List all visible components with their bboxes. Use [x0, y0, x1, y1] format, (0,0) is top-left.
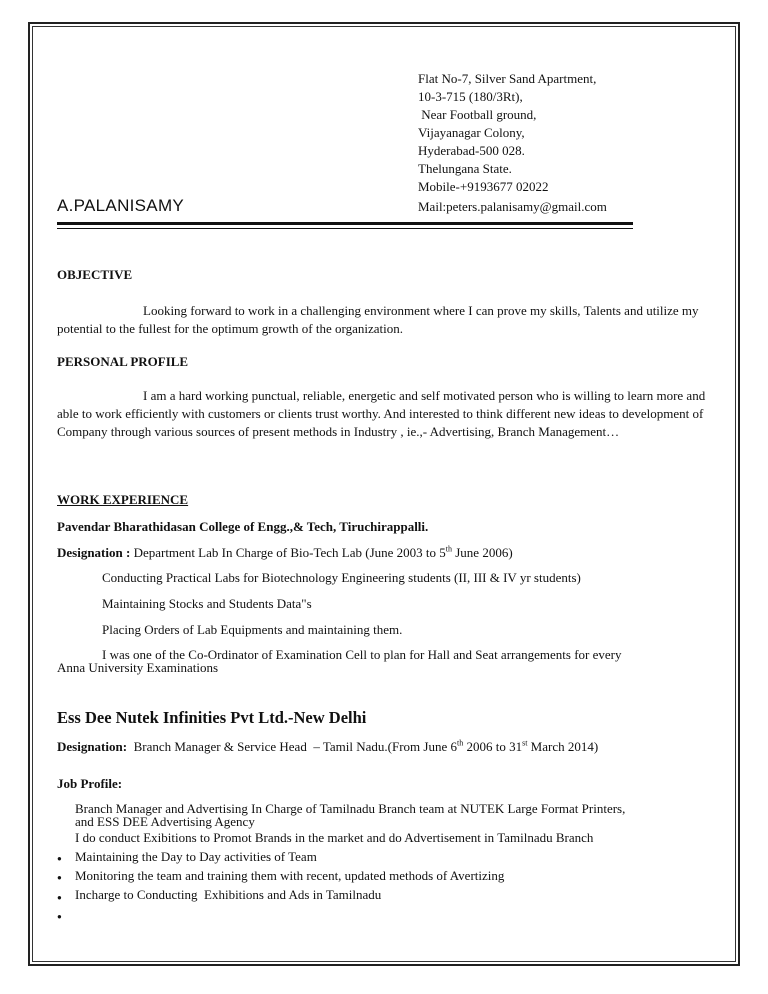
profile-paragraph: I am a hard working punctual, reliable, energetic and self motivated person who is willing to learn more and able to work efficiently with customers or clients trust worthy. And interested to think different new ideas to development of Company through various sources of present methods in Industry , ie.,- Advertising, Branch Management…: [57, 388, 706, 439]
profile-heading: PERSONAL PROFILE: [57, 354, 189, 369]
designation-1-text: Department Lab In Charge of Bio-Tech Lab (June 2003 to 5: [130, 545, 446, 560]
address-line: Near Football ground,: [418, 107, 537, 122]
email-line: Mail:peters.palanisamy@gmail.com: [418, 199, 607, 214]
bullet-dot: ●: [57, 893, 62, 902]
duty-item: I was one of the Co-Ordinator of Examination Cell to plan for Hall and Seat arrangements for every: [102, 647, 622, 662]
candidate-name: A.PALANISAMY: [57, 196, 185, 215]
designation-2-sup-1: th: [456, 738, 464, 748]
address-line: Mobile-+9193677 02022: [418, 179, 549, 194]
header-divider-thin: [57, 228, 633, 229]
address-line: Hyderabad-500 028.: [418, 143, 525, 158]
designation-2-sup-2: st: [522, 738, 528, 748]
designation-2-mid: 2006 to 31: [463, 739, 523, 754]
duty-item: Maintaining Stocks and Students Data"s: [102, 596, 312, 611]
bullet-dot: ●: [57, 873, 62, 882]
designation-2-label: Designation:: [57, 739, 128, 754]
duty-item: Conducting Practical Labs for Biotechnology Engineering students (II, III & IV yr students): [102, 570, 581, 585]
header-divider-thick: [57, 222, 633, 225]
bullet-item: Maintaining the Day to Day activities of Team: [75, 849, 317, 864]
bullet-item: Monitoring the team and training them with recent, updated methods of Avertizing: [75, 868, 505, 883]
job-line: I do conduct Exibitions to Promot Brands in the market and do Advertisement in Tamilnadu Branch: [75, 830, 594, 845]
designation-1-sup: th: [445, 544, 452, 554]
company-2-name: Ess Dee Nutek Infinities Pvt Ltd.-New Delhi: [57, 708, 367, 727]
designation-1-label: Designation :: [57, 545, 131, 560]
address-line: 10-3-715 (180/3Rt),: [418, 89, 523, 104]
profile-text: [57, 387, 717, 441]
duty-item: Placing Orders of Lab Equipments and maintaining them.: [102, 622, 403, 637]
company-1-name: Pavendar Bharathidasan College of Engg.,& Tech, Tiruchirappalli.: [57, 519, 429, 534]
duty-item-continued: Anna University Examinations: [57, 660, 219, 675]
job-profile-heading: Job Profile:: [57, 776, 123, 791]
bullet-item: Incharge to Conducting Exhibitions and Ads in Tamilnadu: [75, 887, 382, 902]
bullet-dot: ●: [57, 912, 62, 921]
work-heading: WORK EXPERIENCE: [57, 492, 189, 507]
objective-text: [57, 302, 717, 338]
job-line: Branch Manager and Advertising In Charge of Tamilnadu Branch team at NUTEK Large Format Printers,: [75, 801, 626, 816]
designation-1: [57, 545, 513, 561]
bullet-dot: ●: [57, 854, 62, 863]
designation-2-end: March 2014): [527, 739, 599, 754]
address-line: Flat No-7, Silver Sand Apartment,: [418, 71, 597, 86]
address-line: Thelungana State.: [418, 161, 512, 176]
address-line: Vijayanagar Colony,: [418, 125, 525, 140]
job-line: and ESS DEE Advertising Agency: [75, 814, 255, 829]
address-block: [418, 70, 596, 196]
objective-paragraph: Looking forward to work in a challenging environment where I can prove my skills, Talents and utilize my potential to the fullest for the optimum growth of the organization.: [57, 303, 699, 336]
designation-2-text: Branch Manager & Service Head – Tamil Nadu.(From June 6: [127, 739, 457, 754]
designation-1-end: June 2006): [452, 545, 513, 560]
designation-2: [57, 739, 598, 755]
objective-heading: OBJECTIVE: [57, 267, 133, 282]
